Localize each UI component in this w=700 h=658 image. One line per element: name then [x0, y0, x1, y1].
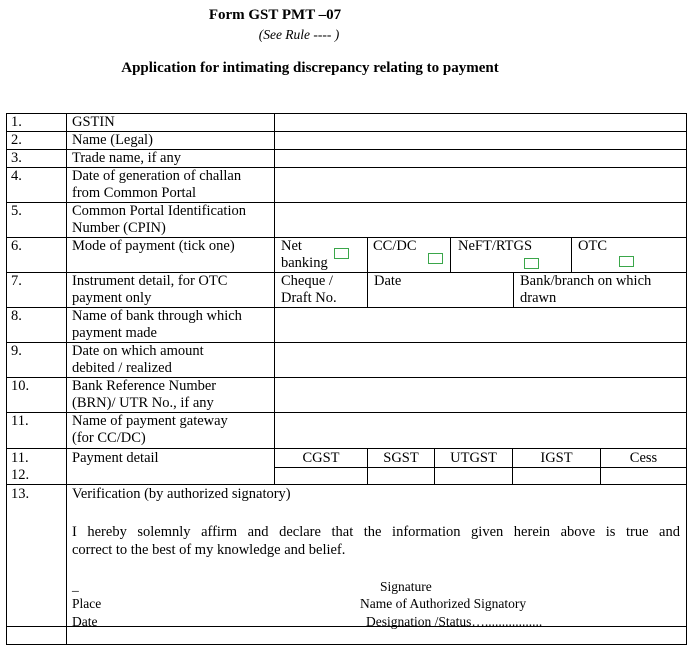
signatory-name-label: Name of Authorized Signatory	[360, 596, 527, 611]
tax-head-igst: IGST	[540, 450, 573, 466]
tax-head-utgst: UTGST	[450, 450, 497, 466]
label-gateway: Name of payment gateway	[72, 413, 228, 429]
row-number: 3.	[11, 150, 22, 166]
tax-head-sgst: SGST	[383, 450, 419, 466]
row-number: 12.	[11, 467, 30, 483]
label-instrument-2: payment only	[72, 290, 152, 306]
gstin-field[interactable]	[275, 114, 686, 131]
legal-name-field[interactable]	[275, 132, 686, 149]
otc-checkbox[interactable]	[619, 256, 634, 267]
label-gateway-2: (for CC/DC)	[72, 430, 146, 446]
instrument-date-label: Date	[374, 273, 402, 289]
form-heading: Application for intimating discrepancy relating to payment	[121, 60, 499, 76]
row-number: 6.	[11, 238, 22, 254]
row-number: 1.	[11, 114, 22, 130]
bank-branch-label: Bank/branch on which	[520, 273, 652, 289]
trade-name-field[interactable]	[275, 150, 686, 167]
label-instrument: Instrument detail, for OTC	[72, 273, 228, 289]
tax-head-cgst: CGST	[302, 450, 340, 466]
label-verification: Verification (by authorized signatory)	[72, 486, 291, 502]
cheque-label: Cheque /	[281, 273, 333, 289]
row-number: 11.	[11, 450, 29, 466]
label-debit-date-2: debited / realized	[72, 360, 172, 376]
net-banking-checkbox[interactable]	[334, 248, 349, 259]
declaration-line-2: correct to the best of my knowledge and belief.	[72, 542, 346, 558]
bank-name-field[interactable]	[275, 308, 686, 342]
label-debit-date: Date on which amount	[72, 343, 204, 359]
gateway-field[interactable]	[275, 413, 686, 448]
row-number: 11.	[11, 413, 29, 429]
label-cpin: Common Portal Identification	[72, 203, 246, 219]
ccdc-checkbox[interactable]	[428, 253, 443, 264]
row-number: 8.	[11, 308, 22, 324]
label-bank-name: Name of bank through which	[72, 308, 242, 324]
label-challan-date-2: from Common Portal	[72, 185, 197, 201]
mode-ccdc-label: CC/DC	[373, 238, 417, 254]
mode-net-banking-label: Net	[281, 238, 302, 254]
cheque-label-2: Draft No.	[281, 290, 337, 306]
label-brn: Bank Reference Number	[72, 378, 217, 394]
label-legal-name: Name (Legal)	[72, 132, 153, 148]
row-number: 10.	[11, 378, 30, 394]
form-title: Form GST PMT –07	[208, 7, 342, 23]
challan-date-field[interactable]	[275, 168, 686, 202]
tax-head-cess: Cess	[629, 450, 658, 466]
date-label: Date	[72, 614, 98, 629]
neft-rtgs-checkbox[interactable]	[524, 258, 539, 269]
row-number: 13.	[11, 486, 30, 502]
bank-branch-label-2: drawn	[520, 290, 557, 306]
rule-reference: (See Rule ---- )	[258, 27, 340, 42]
row-number: 9.	[11, 343, 22, 359]
place-label: Place	[72, 596, 102, 611]
row-number: 4.	[11, 168, 22, 184]
dash-mark: _	[72, 578, 79, 593]
signature-label: Signature	[380, 579, 432, 594]
debit-date-field[interactable]	[275, 343, 686, 377]
cpin-field[interactable]	[275, 203, 686, 237]
mode-neft-label: NeFT/RTGS	[458, 238, 533, 254]
label-brn-2: (BRN)/ UTR No., if any	[72, 395, 214, 411]
label-payment-detail: Payment detail	[72, 450, 159, 466]
label-payment-mode: Mode of payment (tick one)	[72, 238, 235, 254]
label-cpin-2: Number (CPIN)	[72, 220, 166, 236]
label-challan-date: Date of generation of challan	[72, 168, 242, 184]
label-gstin: GSTIN	[72, 114, 115, 130]
mode-net-banking-label-2: banking	[281, 255, 328, 271]
label-bank-name-2: payment made	[72, 325, 157, 341]
row-number: 5.	[11, 203, 22, 219]
brn-field[interactable]	[275, 378, 686, 412]
designation-label: Designation /Status….................	[366, 614, 543, 629]
label-trade-name: Trade name, if any	[72, 150, 181, 166]
declaration-line-1: I hereby solemnly affirm and declare that the information given herein above is true and	[72, 524, 680, 540]
row-number: 2.	[11, 132, 22, 148]
row-number: 7.	[11, 273, 22, 289]
mode-otc-label: OTC	[578, 238, 607, 254]
